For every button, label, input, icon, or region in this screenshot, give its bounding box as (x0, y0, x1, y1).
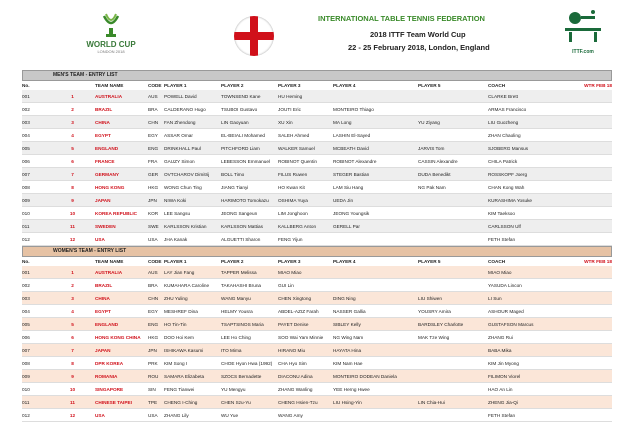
table-row (22, 409, 612, 422)
table-row (22, 207, 612, 220)
cell-team: SWEDEN (95, 223, 116, 229)
cell-code: FRA (148, 158, 158, 164)
cell-player3: HIRANO Miu (278, 347, 306, 353)
cell-player3: WANG Amy (278, 412, 303, 418)
organization-title: INTERNATIONAL TABLE TENNIS FEDERATION (318, 14, 485, 23)
cell-no: 009 (22, 373, 30, 379)
cell-seed: 12 (69, 412, 76, 418)
cell-player3: HU Heming (278, 93, 303, 99)
cell-seed: 9 (71, 373, 74, 379)
col-player3: PLAYER 3 (278, 83, 301, 88)
cell-player3: OSHIMA Yuya (278, 197, 308, 203)
cell-coach: ARMAS Francisco (488, 106, 527, 112)
col-player2: PLAYER 2 (221, 83, 244, 88)
table-row (22, 168, 612, 181)
col-player3: PLAYER 3 (278, 259, 301, 264)
cell-team: JAPAN (95, 347, 111, 353)
cell-seed: 6 (71, 158, 74, 164)
logo-subtext: LONDON 2018 (97, 49, 125, 54)
cell-player4: LAM Siu Hang (333, 184, 364, 190)
cell-player4: YEE Herng Hwee (333, 386, 370, 392)
col-wtr: WTR FEB 18 (584, 83, 612, 88)
cell-player5: JARVIS Tom (418, 145, 445, 151)
cell-coach: CARLSSON Ulf (488, 223, 521, 229)
cell-player1: FAN Zhendong (164, 119, 196, 125)
cell-team: USA (95, 236, 105, 242)
cell-player2: HELMY Yousra (221, 308, 253, 314)
cell-team: CHINA (95, 295, 110, 301)
cell-team: HONG KONG CHINA (95, 334, 141, 340)
cell-seed: 11 (70, 223, 75, 229)
cell-no: 010 (22, 210, 30, 216)
womens-table-body (22, 266, 612, 422)
cell-seed: 2 (71, 282, 74, 288)
col-wtr: WTR FEB 18 (584, 259, 612, 264)
cell-seed: 4 (71, 132, 74, 138)
cell-team: CHINESE TAIPEI (95, 399, 132, 405)
table-row (22, 90, 612, 103)
cell-player1: OVTCHAROV Dimitrij (164, 171, 210, 177)
cell-player4: UEDA Jin (333, 197, 354, 203)
cell-player3: FENG Yijun (278, 236, 303, 242)
table-row (22, 331, 612, 344)
cell-team: HONG KONG (95, 184, 125, 190)
cell-no: 003 (22, 119, 30, 125)
table-row (22, 383, 612, 396)
cell-player3: ABDEL-AZIZ Farah (278, 308, 319, 314)
table-row (22, 279, 612, 292)
cell-player3: SALEH Ahmed (278, 132, 310, 138)
col-no: No. (22, 83, 30, 88)
cell-player5: YOUSRY Amira (418, 308, 451, 314)
cell-player2: TSAPTSINOS Maria (221, 321, 264, 327)
col-coach: COACH (488, 83, 506, 88)
cell-player2: CHOE Hyon Hwa (1992) (221, 360, 273, 366)
cell-player1: NIWA Koki (164, 197, 187, 203)
cell-seed: 3 (71, 295, 74, 301)
cell-seed: 5 (71, 145, 74, 151)
col-no: No. (22, 259, 30, 264)
cell-team: JAPAN (95, 197, 111, 203)
col-code: CODE (148, 83, 162, 88)
cell-player5: BARDSLEY Charlotte (418, 321, 464, 327)
table-row (22, 305, 612, 318)
cell-no: 001 (22, 269, 30, 275)
cell-player3: XU Xin (278, 119, 293, 125)
cell-player3: CHENG Hsien-Tzu (278, 399, 318, 405)
cell-player1: HO Tin-Tin (164, 321, 187, 327)
cell-coach: KIM Jin Myong (488, 360, 519, 366)
cell-player2: TAKAHASHI Bruna (221, 282, 262, 288)
cell-team: ENGLAND (95, 321, 119, 327)
cell-player4: LIU Hsing-Yin (333, 399, 362, 405)
cell-player4: MONTEIRO DODEAN Daniela (333, 373, 397, 379)
cell-coach: KIM Taeksoo (488, 210, 516, 216)
cell-coach: ZHAN Chaoling (488, 132, 521, 138)
cell-code: SIN (148, 386, 156, 392)
cell-seed: 11 (70, 399, 75, 405)
cell-player2: WANG Manyu (221, 295, 251, 301)
cell-player2: TOWNSEND Kane (221, 93, 261, 99)
cell-player5: CASSIN Alexandre (418, 158, 458, 164)
ittf-logo (560, 8, 606, 58)
table-row (22, 266, 612, 279)
cell-player2: PITCHFORD Liam (221, 145, 260, 151)
cell-no: 002 (22, 282, 30, 288)
cell-player4: HAYATA Hina (333, 347, 362, 353)
cell-player1: ZHU Yuling (164, 295, 188, 301)
table-row (22, 233, 612, 246)
cell-team: FRANCE (95, 158, 115, 164)
cell-player1: MESHREF Dina (164, 308, 198, 314)
cell-player1: KARLSSON Kristian (164, 223, 207, 229)
cell-player3: HO Kwan Kit (278, 184, 305, 190)
logo-text: WORLD CUP (86, 40, 136, 49)
cell-code: PRK (148, 360, 158, 366)
table-row (22, 396, 612, 409)
trophy-icon (96, 10, 126, 40)
cell-player1: WONG Chun Ting (164, 184, 202, 190)
cell-team: AUSTRALIA (95, 93, 123, 99)
cell-player2: KARLSSON Mattias (221, 223, 263, 229)
col-player1: PLAYER 1 (164, 83, 187, 88)
cell-no: 005 (22, 321, 30, 327)
cell-team: EGYPT (95, 308, 111, 314)
cell-code: CHN (148, 119, 159, 125)
cell-player4: STEGER Bastian (333, 171, 370, 177)
cell-no: 008 (22, 184, 30, 190)
cell-player1: ZHANG Lily (164, 412, 189, 418)
cell-code: EGY (148, 308, 158, 314)
cell-player3: GUI Lin (278, 282, 294, 288)
cell-no: 012 (22, 236, 30, 242)
table-row (22, 194, 612, 207)
cell-player1: KIM Song I (164, 360, 188, 366)
cell-player1: GAUZY Simon (164, 158, 195, 164)
cell-player3: LIM Jonghoon (278, 210, 308, 216)
cell-team: USA (95, 412, 105, 418)
cell-player5: LIU Shiwen (418, 295, 442, 301)
womens-entry-list (22, 246, 612, 422)
cell-no: 003 (22, 295, 30, 301)
cell-team: SINGAPORE (95, 386, 124, 392)
cell-seed: 4 (71, 308, 74, 314)
cell-coach: SJOBERG Mansus (488, 145, 529, 151)
cell-coach: YASUDA Lincon (488, 282, 522, 288)
event-dates: 22 - 25 February 2018, London, England (348, 43, 490, 52)
cell-player2: LEBESSON Emmanuel (221, 158, 270, 164)
cell-coach: FETH Stefan (488, 412, 516, 418)
cell-team: GERMANY (95, 171, 119, 177)
cell-player2: BOLL Timo (221, 171, 245, 177)
cell-player4: SIBLEY Kelly (333, 321, 361, 327)
cell-player5: LIN Chia-Hui (418, 399, 445, 405)
event-title: 2018 ITTF Team World Cup (370, 30, 466, 39)
cell-player2: TAPPER Melissa (221, 269, 257, 275)
cell-seed: 2 (71, 106, 74, 112)
cell-seed: 10 (69, 386, 76, 392)
cell-player4: JEONG Youngsik (333, 210, 370, 216)
cell-code: EGY (148, 132, 158, 138)
cell-code: ENG (148, 321, 159, 327)
cell-player1: DRINKHALL Paul (164, 145, 201, 151)
table-row (22, 292, 612, 305)
cell-no: 012 (22, 412, 30, 418)
cell-no: 006 (22, 334, 30, 340)
womens-section-title: WOMEN'S TEAM - ENTRY LIST (22, 246, 612, 257)
table-row (22, 116, 612, 129)
cell-player3: PAYET Denise (278, 321, 309, 327)
cell-player5: DUDA Benedikt (418, 171, 451, 177)
cell-team: AUSTRALIA (95, 269, 123, 275)
cell-player2: CHEN Szu-Yu (221, 399, 251, 405)
cell-player2: ALGUETTI Sharon (221, 236, 261, 242)
table-row (22, 181, 612, 194)
col-team: TEAM NAME (95, 83, 124, 88)
cell-code: BRA (148, 282, 158, 288)
cell-player1: CHENG I-Ching (164, 399, 198, 405)
cell-code: JPN (148, 347, 157, 353)
cell-player3: ROBINOT Quentin (278, 158, 317, 164)
table-row (22, 129, 612, 142)
cell-seed: 1 (71, 93, 74, 99)
cell-code: SWE (148, 223, 159, 229)
cell-player1: LEE Sangsu (164, 210, 191, 216)
cell-player1: SAMARA Elizabeta (164, 373, 205, 379)
cell-no: 005 (22, 145, 30, 151)
cell-team: ROMANIA (95, 373, 118, 379)
mens-entry-list (22, 70, 612, 246)
cell-coach: CLARKE Brett (488, 93, 518, 99)
cell-player2: TSUBOI Gustavo (221, 106, 258, 112)
cell-code: TPE (148, 399, 158, 405)
cell-no: 008 (22, 360, 30, 366)
cell-seed: 8 (71, 360, 74, 366)
cell-team: DPR KOREA (95, 360, 124, 366)
mens-table-body (22, 90, 612, 246)
cell-player4: LASHIN El-Sayed (333, 132, 371, 138)
cell-coach: ROSSKOPF Joerg (488, 171, 528, 177)
cell-coach: HAO An Lin (488, 386, 513, 392)
cell-player2: LEE Ho Ching (221, 334, 251, 340)
cell-team: ENGLAND (95, 145, 119, 151)
col-code: CODE (148, 259, 162, 264)
cell-player5: YU Ziyang (418, 119, 440, 125)
cell-player4: DING Ning (333, 295, 356, 301)
cell-no: 011 (22, 223, 30, 229)
cell-coach: KURASHIMA Yosuke (488, 197, 533, 203)
cell-coach: GUSTAFSON Marcus (488, 321, 534, 327)
cell-team: KOREA REPUBLIC (95, 210, 138, 216)
cell-player1: POWELL David (164, 93, 197, 99)
cell-coach: LI Sun (488, 295, 502, 301)
cell-no: 006 (22, 158, 30, 164)
cell-code: KOR (148, 210, 159, 216)
cell-code: JPN (148, 197, 157, 203)
cell-player3: JOUTI Eric (278, 106, 301, 112)
cell-player3: SOO Wai Yam Minnie (278, 334, 324, 340)
cell-player1: ISHIKAWA Kasumi (164, 347, 204, 353)
cell-player1: LAY Jian Fang (164, 269, 195, 275)
cell-code: CHN (148, 295, 159, 301)
cell-no: 004 (22, 132, 30, 138)
cell-code: AUS (148, 269, 158, 275)
cell-coach: ZHANG Rui (488, 334, 513, 340)
cell-player4: NG Wing Nam (333, 334, 364, 340)
cell-player4: ROBINOT Alexandre (333, 158, 377, 164)
cell-no: 011 (22, 399, 30, 405)
table-row (22, 357, 612, 370)
cell-no: 001 (22, 93, 30, 99)
cell-team: EGYPT (95, 132, 111, 138)
cell-code: ENG (148, 145, 159, 151)
table-row (22, 103, 612, 116)
table-row (22, 318, 612, 331)
cell-no: 007 (22, 347, 30, 353)
cell-player4: NASSER Gallia (333, 308, 366, 314)
cell-code: BRA (148, 106, 158, 112)
col-player1: PLAYER 1 (164, 259, 187, 264)
col-coach: COACH (488, 259, 506, 264)
cell-seed: 6 (71, 334, 74, 340)
cell-player2: HARIMOTO Tomokazu (221, 197, 269, 203)
cell-coach: FETH Stefan (488, 236, 516, 242)
cell-player1: CALDERANO Hugo (164, 106, 206, 112)
cell-player1: JHA Kanak (164, 236, 188, 242)
cell-seed: 3 (71, 119, 74, 125)
cell-player2: LIN Gaoyuan (221, 119, 249, 125)
cell-code: USA (148, 236, 158, 242)
table-row (22, 370, 612, 383)
cell-seed: 7 (71, 171, 74, 177)
cell-player4: MCBEATH David (333, 145, 369, 151)
cell-code: HKG (148, 334, 159, 340)
cell-team: BRAZIL (95, 282, 113, 288)
cell-no: 010 (22, 386, 30, 392)
cell-coach: BABA Mika (488, 347, 512, 353)
cell-player2: ITO Mima (221, 347, 242, 353)
cell-no: 002 (22, 106, 30, 112)
cell-player3: KALLBERG Anton (278, 223, 317, 229)
cell-player1: ASSAR Omar (164, 132, 193, 138)
cell-player4: MONTEIRO Thiago (333, 106, 374, 112)
col-player5: PLAYER 5 (418, 259, 441, 264)
table-row (22, 142, 612, 155)
cell-player2: JIANG Tianyi (221, 184, 249, 190)
cell-player4: KIM Nam Hae (333, 360, 363, 366)
col-team: TEAM NAME (95, 259, 124, 264)
cell-player3: MIAO Miao (278, 269, 302, 275)
col-player4: PLAYER 4 (333, 259, 356, 264)
table-row (22, 220, 612, 233)
cell-coach: ASHOUR Maged (488, 308, 524, 314)
cell-seed: 7 (71, 347, 74, 353)
cell-player3: FILUS Ruwen (278, 171, 308, 177)
cell-player4: MA Long (333, 119, 352, 125)
cell-player2: JEONG Sangeun (221, 210, 258, 216)
cell-seed: 12 (69, 236, 76, 242)
cell-coach: CHILA Patrick (488, 158, 518, 164)
ittf-logo-text: ITTF.com (572, 49, 594, 55)
col-player2: PLAYER 2 (221, 259, 244, 264)
mens-table-header (22, 81, 612, 90)
cell-code: USA (148, 412, 158, 418)
cell-coach: CHAN Kong Wah (488, 184, 525, 190)
cell-player1: DOO Hoi Kem (164, 334, 194, 340)
cell-player5: MAK Tze Wing (418, 334, 450, 340)
cell-seed: 1 (71, 269, 74, 275)
cell-player2: SZOCS Bernadette (221, 373, 262, 379)
cell-no: 007 (22, 171, 30, 177)
cell-seed: 10 (69, 210, 76, 216)
cell-player4: GERELL Par (333, 223, 360, 229)
cell-player1: KUMAHARA Caroline (164, 282, 210, 288)
cell-player2: YU Mengyu (221, 386, 246, 392)
cell-code: ROU (148, 373, 159, 379)
cell-no: 004 (22, 308, 30, 314)
cell-seed: 8 (71, 184, 74, 190)
cell-player3: CHA Hyo Sim (278, 360, 307, 366)
cell-coach: LIU Guozheng (488, 119, 519, 125)
cell-player3: ZHANG Wanling (278, 386, 313, 392)
cell-coach: MIAO Miao (488, 269, 512, 275)
cell-coach: ZHENG Jia-Qi (488, 399, 518, 405)
cell-player5: NG Pak Nam (418, 184, 446, 190)
cell-player3: WALKER Samuel (278, 145, 315, 151)
cell-player2: EL-BEIALI Mohamed (221, 132, 266, 138)
mens-section-title: MEN'S TEAM - ENTRY LIST (22, 70, 612, 81)
cell-player2: WU Yue (221, 412, 239, 418)
cell-player3: DIACONU Adina (278, 373, 313, 379)
womens-table-header (22, 257, 612, 266)
cell-code: HKG (148, 184, 159, 190)
cell-code: AUS (148, 93, 158, 99)
paddle-icon (563, 8, 603, 44)
cell-team: BRAZIL (95, 106, 113, 112)
cell-code: GER (148, 171, 159, 177)
world-cup-logo (68, 10, 154, 66)
table-row (22, 155, 612, 168)
col-player5: PLAYER 5 (418, 83, 441, 88)
england-flag-icon (234, 16, 274, 56)
cell-no: 009 (22, 197, 30, 203)
cell-coach: FILIMON Viorel (488, 373, 521, 379)
cell-player1: FENG Tianwei (164, 386, 195, 392)
col-player4: PLAYER 4 (333, 83, 356, 88)
cell-team: CHINA (95, 119, 110, 125)
cell-player3: CHEN Xingtong (278, 295, 312, 301)
cell-seed: 5 (71, 321, 74, 327)
cell-seed: 9 (71, 197, 74, 203)
table-row (22, 344, 612, 357)
